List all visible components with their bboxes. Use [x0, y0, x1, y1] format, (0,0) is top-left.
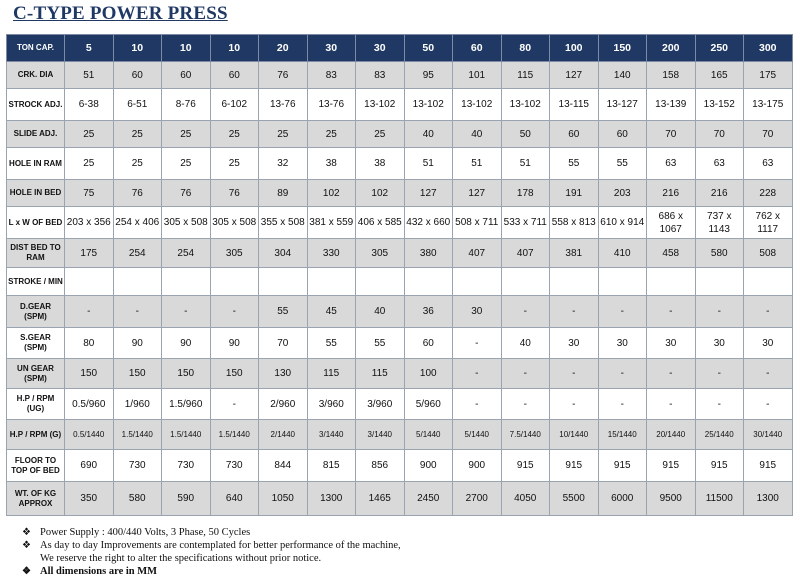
- table-cell: -: [647, 296, 696, 328]
- table-cell: 407: [501, 239, 550, 268]
- table-cell: 30/1440: [744, 420, 793, 450]
- table-cell: 1.5/1440: [210, 420, 259, 450]
- table-cell: -: [744, 389, 793, 420]
- table-cell: 13-175: [744, 89, 793, 121]
- table-cell: 580: [113, 482, 162, 516]
- table-cell: 25: [113, 121, 162, 148]
- table-cell: [550, 268, 599, 296]
- table-cell: 60: [113, 62, 162, 89]
- table-cell: 305 x 508: [162, 207, 211, 239]
- table-cell: 228: [744, 180, 793, 207]
- table-row: [7, 420, 793, 450]
- row-label: HOLE IN BED: [7, 180, 65, 207]
- ton-capacity-cell: 250: [695, 35, 744, 62]
- table-cell: 130: [259, 359, 308, 389]
- table-cell: -: [598, 296, 647, 328]
- table-cell: -: [647, 389, 696, 420]
- table-cell: 55: [598, 148, 647, 180]
- table-cell: -: [598, 359, 647, 389]
- table-cell: -: [501, 359, 550, 389]
- table-cell: 83: [307, 62, 356, 89]
- table-cell: 25: [210, 121, 259, 148]
- table-cell: 51: [453, 148, 502, 180]
- table-cell: 304: [259, 239, 308, 268]
- table-cell: 1465: [356, 482, 405, 516]
- table-cell: 101: [453, 62, 502, 89]
- table-row: [7, 482, 793, 516]
- table-cell: [598, 268, 647, 296]
- table-cell: 381 x 559: [307, 207, 356, 239]
- table-cell: 55: [307, 328, 356, 359]
- table-cell: 9500: [647, 482, 696, 516]
- table-cell: 25: [65, 148, 114, 180]
- table-cell: 1300: [307, 482, 356, 516]
- table-cell: 30: [550, 328, 599, 359]
- row-label: STROKE / MIN: [7, 268, 65, 296]
- table-cell: 70: [695, 121, 744, 148]
- table-cell: 856: [356, 450, 405, 482]
- table-cell: 30: [453, 296, 502, 328]
- table-cell: 915: [550, 450, 599, 482]
- table-row: [7, 359, 793, 389]
- table-cell: -: [210, 296, 259, 328]
- table-cell: 76: [210, 180, 259, 207]
- table-cell: 690: [65, 450, 114, 482]
- table-cell: 127: [404, 180, 453, 207]
- table-cell: 175: [744, 62, 793, 89]
- table-cell: 13-102: [404, 89, 453, 121]
- table-cell: 70: [259, 328, 308, 359]
- table-cell: 60: [598, 121, 647, 148]
- table-cell: 51: [501, 148, 550, 180]
- table-cell: -: [550, 389, 599, 420]
- table-cell: 2450: [404, 482, 453, 516]
- table-cell: [65, 268, 114, 296]
- table-cell: 305: [210, 239, 259, 268]
- table-cell: 51: [65, 62, 114, 89]
- table-cell: 3/960: [307, 389, 356, 420]
- table-cell: 150: [65, 359, 114, 389]
- table-cell: 76: [162, 180, 211, 207]
- table-cell: 2/960: [259, 389, 308, 420]
- table-cell: 25: [162, 148, 211, 180]
- note-item: [22, 552, 401, 565]
- table-cell: 915: [695, 450, 744, 482]
- table-row: [7, 389, 793, 420]
- table-cell: 410: [598, 239, 647, 268]
- table-cell: 407: [453, 239, 502, 268]
- table-cell: 381: [550, 239, 599, 268]
- table-cell: 7.5/1440: [501, 420, 550, 450]
- table-row: [7, 296, 793, 328]
- table-cell: 1050: [259, 482, 308, 516]
- table-cell: -: [453, 389, 502, 420]
- table-cell: 140: [598, 62, 647, 89]
- row-label: L x W OF BED: [7, 207, 65, 239]
- table-cell: -: [453, 359, 502, 389]
- table-cell: 40: [356, 296, 405, 328]
- table-cell: 1.5/1440: [113, 420, 162, 450]
- ton-capacity-cell: 150: [598, 35, 647, 62]
- table-cell: 5/1440: [453, 420, 502, 450]
- table-cell: 13-76: [259, 89, 308, 121]
- table-cell: [744, 268, 793, 296]
- table-cell: 15/1440: [598, 420, 647, 450]
- table-cell: 45: [307, 296, 356, 328]
- table-cell: 254: [162, 239, 211, 268]
- table-cell: 115: [356, 359, 405, 389]
- table-cell: -: [453, 328, 502, 359]
- table-cell: 25: [259, 121, 308, 148]
- row-label: CRK. DIA: [7, 62, 65, 89]
- table-cell: 38: [356, 148, 405, 180]
- table-cell: -: [695, 359, 744, 389]
- table-cell: 30: [647, 328, 696, 359]
- table-cell: 150: [113, 359, 162, 389]
- row-label: UN GEAR (SPM): [7, 359, 65, 389]
- notes-list: [22, 526, 401, 578]
- table-cell: 432 x 660: [404, 207, 453, 239]
- table-cell: -: [162, 296, 211, 328]
- table-cell: 13-102: [501, 89, 550, 121]
- note-text: Power Supply : 400/440 Volts, 3 Phase, 50 Cycles: [40, 527, 251, 538]
- table-cell: 55: [550, 148, 599, 180]
- table-cell: 115: [501, 62, 550, 89]
- table-cell: 83: [356, 62, 405, 89]
- table-cell: 165: [695, 62, 744, 89]
- table-cell: 36: [404, 296, 453, 328]
- table-cell: [404, 268, 453, 296]
- table-cell: 90: [162, 328, 211, 359]
- table-cell: 508 x 711: [453, 207, 502, 239]
- table-cell: 50: [501, 121, 550, 148]
- table-cell: -: [501, 296, 550, 328]
- row-label: STROCK ADJ.: [7, 89, 65, 121]
- table-cell: -: [113, 296, 162, 328]
- table-cell: 89: [259, 180, 308, 207]
- table-row: [7, 180, 793, 207]
- table-cell: 6000: [598, 482, 647, 516]
- table-cell: 76: [113, 180, 162, 207]
- table-cell: 730: [210, 450, 259, 482]
- table-cell: 900: [404, 450, 453, 482]
- note-item: [22, 565, 401, 578]
- table-cell: 6-38: [65, 89, 114, 121]
- table-cell: 8-76: [162, 89, 211, 121]
- table-cell: 0.5/1440: [65, 420, 114, 450]
- table-row: [7, 89, 793, 121]
- table-cell: 13-102: [453, 89, 502, 121]
- table-cell: 915: [744, 450, 793, 482]
- table-cell: 11500: [695, 482, 744, 516]
- table-cell: 70: [647, 121, 696, 148]
- table-cell: 115: [307, 359, 356, 389]
- table-row: [7, 328, 793, 359]
- note-text: As day to day Improvements are contemplated for better performance of the machine,: [40, 540, 401, 551]
- table-cell: 1300: [744, 482, 793, 516]
- table-cell: 3/1440: [356, 420, 405, 450]
- table-cell: 458: [647, 239, 696, 268]
- table-cell: 63: [647, 148, 696, 180]
- table-cell: 38: [307, 148, 356, 180]
- table-cell: [307, 268, 356, 296]
- table-cell: 216: [695, 180, 744, 207]
- table-cell: 5/1440: [404, 420, 453, 450]
- table-cell: 330: [307, 239, 356, 268]
- ton-capacity-cell: 20: [259, 35, 308, 62]
- table-cell: -: [647, 359, 696, 389]
- table-cell: 80: [65, 328, 114, 359]
- table-cell: 355 x 508: [259, 207, 308, 239]
- note-item: [22, 526, 401, 539]
- table-cell: -: [501, 389, 550, 420]
- table-cell: 175: [65, 239, 114, 268]
- table-cell: -: [550, 296, 599, 328]
- row-label: FLOOR TO TOP OF BED: [7, 450, 65, 482]
- table-cell: 0.5/960: [65, 389, 114, 420]
- ton-capacity-cell: 60: [453, 35, 502, 62]
- table-cell: -: [695, 296, 744, 328]
- row-label: H.P / RPM (G): [7, 420, 65, 450]
- table-cell: -: [744, 296, 793, 328]
- table-row: [7, 207, 793, 239]
- table-cell: [259, 268, 308, 296]
- table-cell: -: [695, 389, 744, 420]
- table-cell: 915: [501, 450, 550, 482]
- table-cell: 40: [453, 121, 502, 148]
- table-row: [7, 148, 793, 180]
- table-cell: 63: [695, 148, 744, 180]
- table-cell: 686 x 1067: [647, 207, 696, 239]
- table-cell: 590: [162, 482, 211, 516]
- table-cell: 380: [404, 239, 453, 268]
- table-cell: 5500: [550, 482, 599, 516]
- table-cell: 100: [404, 359, 453, 389]
- table-row: [7, 450, 793, 482]
- table-cell: 13-102: [356, 89, 405, 121]
- table-cell: [501, 268, 550, 296]
- table-cell: 25: [307, 121, 356, 148]
- table-cell: 5/960: [404, 389, 453, 420]
- ton-capacity-cell: 10: [162, 35, 211, 62]
- table-cell: 508: [744, 239, 793, 268]
- table-cell: 915: [598, 450, 647, 482]
- table-cell: [453, 268, 502, 296]
- table-cell: 20/1440: [647, 420, 696, 450]
- table-cell: 40: [404, 121, 453, 148]
- table-cell: 95: [404, 62, 453, 89]
- table-cell: 127: [453, 180, 502, 207]
- table-cell: 254: [113, 239, 162, 268]
- table-cell: 150: [210, 359, 259, 389]
- table-cell: 762 x 1117: [744, 207, 793, 239]
- table-cell: 60: [162, 62, 211, 89]
- note-text: All dimensions are in MM: [40, 566, 158, 577]
- ton-capacity-cell: 200: [647, 35, 696, 62]
- ton-capacity-cell: 80: [501, 35, 550, 62]
- table-cell: [647, 268, 696, 296]
- table-cell: 6-102: [210, 89, 259, 121]
- table-cell: 13-127: [598, 89, 647, 121]
- table-cell: 60: [404, 328, 453, 359]
- row-label: SLIDE ADJ.: [7, 121, 65, 148]
- ton-capacity-cell: 30: [307, 35, 356, 62]
- table-cell: -: [65, 296, 114, 328]
- table-cell: 102: [307, 180, 356, 207]
- table-cell: 737 x 1143: [695, 207, 744, 239]
- table-cell: [113, 268, 162, 296]
- table-cell: 55: [356, 328, 405, 359]
- table-cell: 150: [162, 359, 211, 389]
- table-cell: [695, 268, 744, 296]
- table-cell: 75: [65, 180, 114, 207]
- table-cell: 127: [550, 62, 599, 89]
- row-label: H.P / RPM (UG): [7, 389, 65, 420]
- table-cell: 305: [356, 239, 405, 268]
- table-cell: 305 x 508: [210, 207, 259, 239]
- table-row: [7, 239, 793, 268]
- ton-capacity-cell: 50: [404, 35, 453, 62]
- table-cell: [162, 268, 211, 296]
- table-cell: 60: [210, 62, 259, 89]
- table-cell: 216: [647, 180, 696, 207]
- table-cell: 533 x 711: [501, 207, 550, 239]
- ton-capacity-cell: 10: [113, 35, 162, 62]
- note-item: [22, 539, 401, 552]
- table-cell: 3/1440: [307, 420, 356, 450]
- table-cell: 13-76: [307, 89, 356, 121]
- table-cell: 2/1440: [259, 420, 308, 450]
- table-cell: 203: [598, 180, 647, 207]
- table-cell: 40: [501, 328, 550, 359]
- table-cell: 63: [744, 148, 793, 180]
- ton-capacity-cell: 5: [65, 35, 114, 62]
- bullet-icon: ❖: [22, 527, 31, 538]
- table-cell: 55: [259, 296, 308, 328]
- row-label: S.GEAR (SPM): [7, 328, 65, 359]
- table-cell: 640: [210, 482, 259, 516]
- table-cell: 30: [744, 328, 793, 359]
- table-cell: 350: [65, 482, 114, 516]
- table-cell: 1/960: [113, 389, 162, 420]
- table-cell: 90: [113, 328, 162, 359]
- table-cell: 13-139: [647, 89, 696, 121]
- table-cell: 90: [210, 328, 259, 359]
- bullet-icon: ❖: [22, 566, 31, 577]
- table-cell: 30: [695, 328, 744, 359]
- table-cell: 730: [162, 450, 211, 482]
- page-title: C-TYPE POWER PRESS: [13, 3, 228, 24]
- table-row: [7, 62, 793, 89]
- table-cell: 406 x 585: [356, 207, 405, 239]
- table-cell: [210, 268, 259, 296]
- table-cell: 580: [695, 239, 744, 268]
- ton-capacity-cell: 100: [550, 35, 599, 62]
- table-cell: 844: [259, 450, 308, 482]
- table-cell: [356, 268, 405, 296]
- table-cell: 1.5/1440: [162, 420, 211, 450]
- table-row: [7, 121, 793, 148]
- table-cell: 51: [404, 148, 453, 180]
- table-cell: 4050: [501, 482, 550, 516]
- table-cell: 6-51: [113, 89, 162, 121]
- table-cell: 900: [453, 450, 502, 482]
- table-cell: 25: [162, 121, 211, 148]
- spec-table: [6, 34, 793, 516]
- note-text: We reserve the right to alter the specifications without prior notice.: [40, 553, 322, 564]
- table-cell: 10/1440: [550, 420, 599, 450]
- table-cell: 815: [307, 450, 356, 482]
- table-cell: 70: [744, 121, 793, 148]
- ton-capacity-cell: 10: [210, 35, 259, 62]
- row-label: D.GEAR (SPM): [7, 296, 65, 328]
- row-label: DIST BED TO RAM: [7, 239, 65, 268]
- table-cell: 13-115: [550, 89, 599, 121]
- table-header-row: [7, 35, 793, 62]
- table-cell: -: [598, 389, 647, 420]
- table-cell: 203 x 356: [65, 207, 114, 239]
- table-cell: -: [744, 359, 793, 389]
- table-cell: 254 x 406: [113, 207, 162, 239]
- table-cell: 915: [647, 450, 696, 482]
- ton-capacity-cell: 30: [356, 35, 405, 62]
- table-cell: -: [550, 359, 599, 389]
- table-cell: 610 x 914: [598, 207, 647, 239]
- table-row: [7, 268, 793, 296]
- table-cell: 178: [501, 180, 550, 207]
- table-cell: 3/960: [356, 389, 405, 420]
- table-cell: 158: [647, 62, 696, 89]
- row-label: HOLE IN RAM: [7, 148, 65, 180]
- table-cell: 558 x 813: [550, 207, 599, 239]
- table-cell: -: [210, 389, 259, 420]
- row-label: WT. OF KG APPROX: [7, 482, 65, 516]
- table-cell: 13-152: [695, 89, 744, 121]
- table-cell: 32: [259, 148, 308, 180]
- table-cell: 25: [210, 148, 259, 180]
- table-cell: 76: [259, 62, 308, 89]
- ton-capacity-cell: 300: [744, 35, 793, 62]
- row-label: TON CAP.: [7, 35, 65, 62]
- table-cell: 25: [356, 121, 405, 148]
- table-cell: 102: [356, 180, 405, 207]
- table-cell: 25/1440: [695, 420, 744, 450]
- table-cell: 25: [113, 148, 162, 180]
- table-cell: 730: [113, 450, 162, 482]
- table-cell: 25: [65, 121, 114, 148]
- table-cell: 191: [550, 180, 599, 207]
- table-cell: 60: [550, 121, 599, 148]
- table-cell: 1.5/960: [162, 389, 211, 420]
- bullet-icon: ❖: [22, 540, 31, 551]
- table-cell: 2700: [453, 482, 502, 516]
- table-cell: 30: [598, 328, 647, 359]
